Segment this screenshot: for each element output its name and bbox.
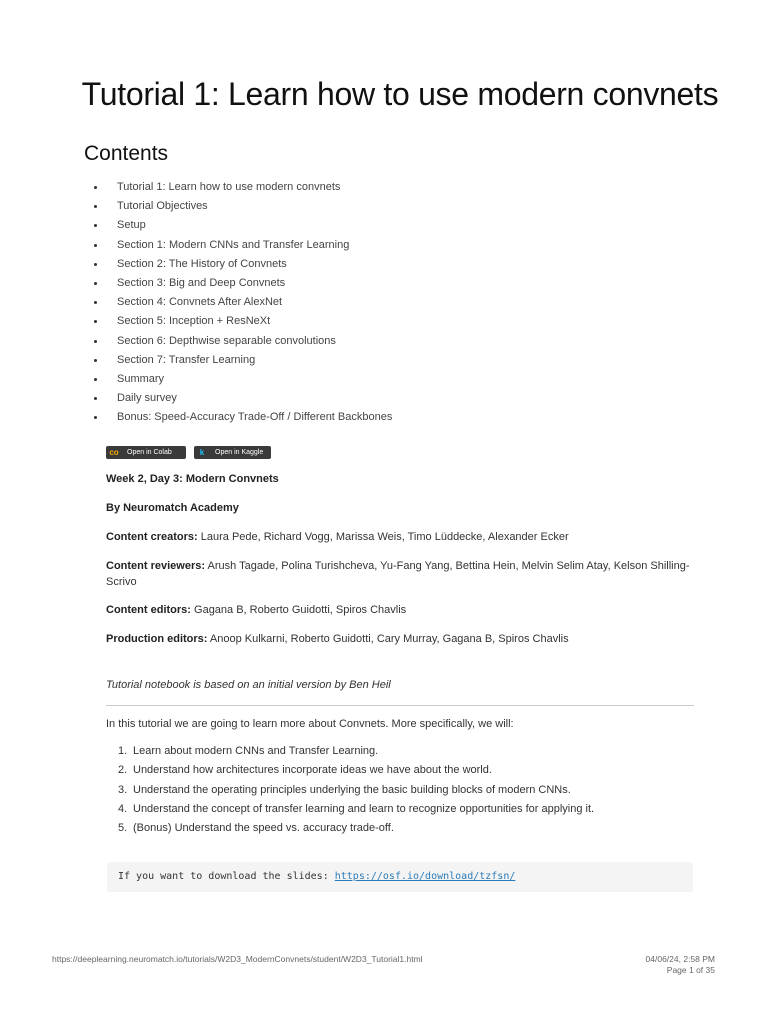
objective-item: 1. Learn about modern CNNs and Transfer Learning. xyxy=(118,745,379,757)
kaggle-icon: k xyxy=(199,448,205,457)
contents-heading: Contents xyxy=(84,142,169,165)
horizontal-divider xyxy=(106,705,694,706)
footer-meta xyxy=(646,954,715,976)
toc-item[interactable] xyxy=(117,370,392,389)
toc-link[interactable]: Section 2: The History of Convnets xyxy=(117,257,287,270)
production-editors-names: Anoop Kulkarni, Roberto Guidotti, Cary Murray, Gagana B, Spiros Chavlis xyxy=(209,633,569,645)
toc-item[interactable] xyxy=(117,255,392,274)
toc-link[interactable]: Section 5: Inception + ResNeXt xyxy=(117,315,271,328)
production-editors-label: Production editors: xyxy=(106,633,208,645)
objective-text: Understand how architectures incorporate ideas we have about the world. xyxy=(133,764,492,777)
toc-link[interactable]: Section 1: Modern CNNs and Transfer Learning xyxy=(117,238,350,251)
toc-link[interactable]: Bonus: Speed-Accuracy Trade-Off / Different Backbones xyxy=(117,411,393,424)
toc-link[interactable]: Section 4: Convnets After AlexNet xyxy=(117,296,283,309)
objective-text: (Bonus) Understand the speed vs. accuracy trade-off. xyxy=(133,822,394,835)
open-in-kaggle-badge[interactable] xyxy=(194,446,271,459)
content-creators xyxy=(106,531,569,543)
toc-item[interactable] xyxy=(117,389,392,408)
content-editors-label: Content editors: xyxy=(106,604,191,616)
content-creators-label: Content creators: xyxy=(106,531,198,543)
code-text: If you want to download the slides: xyxy=(118,871,335,882)
colab-badge-label: Open in Colab xyxy=(127,449,172,456)
intro-paragraph: In this tutorial we are going to learn more about Convnets. More specifically, we will: xyxy=(106,718,514,730)
toc-link[interactable]: Tutorial 1: Learn how to use modern convnets xyxy=(117,181,341,193)
table-of-contents xyxy=(117,178,392,427)
content-creators-names: Laura Pede, Richard Vogg, Marissa Weis, Timo Lüddecke, Alexander Ecker xyxy=(200,531,569,543)
slides-download-link[interactable]: https://osf.io/download/tzfsn/ xyxy=(334,871,516,882)
objective-text: Understand the operating principles underlying the basic building blocks of modern CNNs. xyxy=(133,783,571,796)
content-reviewers xyxy=(106,558,706,590)
toc-item[interactable] xyxy=(117,216,392,235)
footer-page-number: Page 1 of 35 xyxy=(666,965,715,975)
footer-datetime: 04/06/24, 2:58 PM xyxy=(645,954,715,964)
toc-item[interactable] xyxy=(117,408,392,427)
toc-item[interactable] xyxy=(117,351,392,370)
week-day-heading: Week 2, Day 3: Modern Convnets xyxy=(106,473,279,485)
content-editors xyxy=(106,604,406,616)
objectives-list xyxy=(118,742,595,838)
notebook-note: Tutorial notebook is based on an initial version by Ben Heil xyxy=(106,679,391,691)
objective-item: 2. Understand how architectures incorporate ideas we have about the world. xyxy=(118,764,492,777)
page-title: Tutorial 1: Learn how to use modern convnets xyxy=(81,76,719,112)
toc-link[interactable]: Daily survey xyxy=(117,392,177,405)
production-editors xyxy=(106,633,569,645)
objective-text: Learn about modern CNNs and Transfer Learning. xyxy=(133,745,379,757)
by-line: By Neuromatch Academy xyxy=(106,502,239,514)
toc-link[interactable]: Section 7: Transfer Learning xyxy=(117,353,256,366)
toc-link[interactable]: Section 6: Depthwise separable convolutions xyxy=(117,334,336,347)
objective-item: 4. Understand the concept of transfer learning and learn to recognize opportunities for applying it. xyxy=(118,802,595,815)
toc-item[interactable] xyxy=(117,274,392,293)
objective-item: 5. (Bonus) Understand the speed vs. accuracy trade-off. xyxy=(118,822,394,835)
code-output-block xyxy=(107,862,693,892)
toc-item[interactable] xyxy=(117,197,392,216)
toc-link[interactable]: Summary xyxy=(117,372,165,385)
toc-item[interactable] xyxy=(117,312,392,331)
toc-item[interactable] xyxy=(117,332,392,351)
colab-icon: co xyxy=(109,448,119,457)
toc-link[interactable]: Setup xyxy=(117,219,146,232)
content-editors-names: Gagana B, Roberto Guidotti, Spiros Chavlis xyxy=(194,604,407,616)
toc-link[interactable]: Section 3: Big and Deep Convnets xyxy=(117,276,286,289)
content-reviewers-names: Arush Tagade, Polina Turishcheva, Yu-Fang Yang, Bettina Hein, Melvin Selim Atay, Kelson Shilling-Scrivo xyxy=(106,560,690,588)
toc-link[interactable]: Tutorial Objectives xyxy=(117,200,208,213)
objective-text: Understand the concept of transfer learning and learn to recognize opportunities for applying it. xyxy=(133,802,595,815)
objective-item: 3. Understand the operating principles underlying the basic building blocks of modern CNNs. xyxy=(118,783,571,796)
toc-item[interactable] xyxy=(117,236,392,255)
toc-item[interactable] xyxy=(117,178,392,197)
content-reviewers-label: Content reviewers: xyxy=(106,560,206,572)
open-in-colab-badge[interactable] xyxy=(106,446,186,459)
footer-url: https://deeplearning.neuromatch.io/tutorials/W2D3_ModernConvnets/student/W2D3_Tutorial1.html xyxy=(52,954,423,964)
toc-item[interactable] xyxy=(117,293,392,312)
kaggle-badge-label: Open in Kaggle xyxy=(215,449,264,456)
